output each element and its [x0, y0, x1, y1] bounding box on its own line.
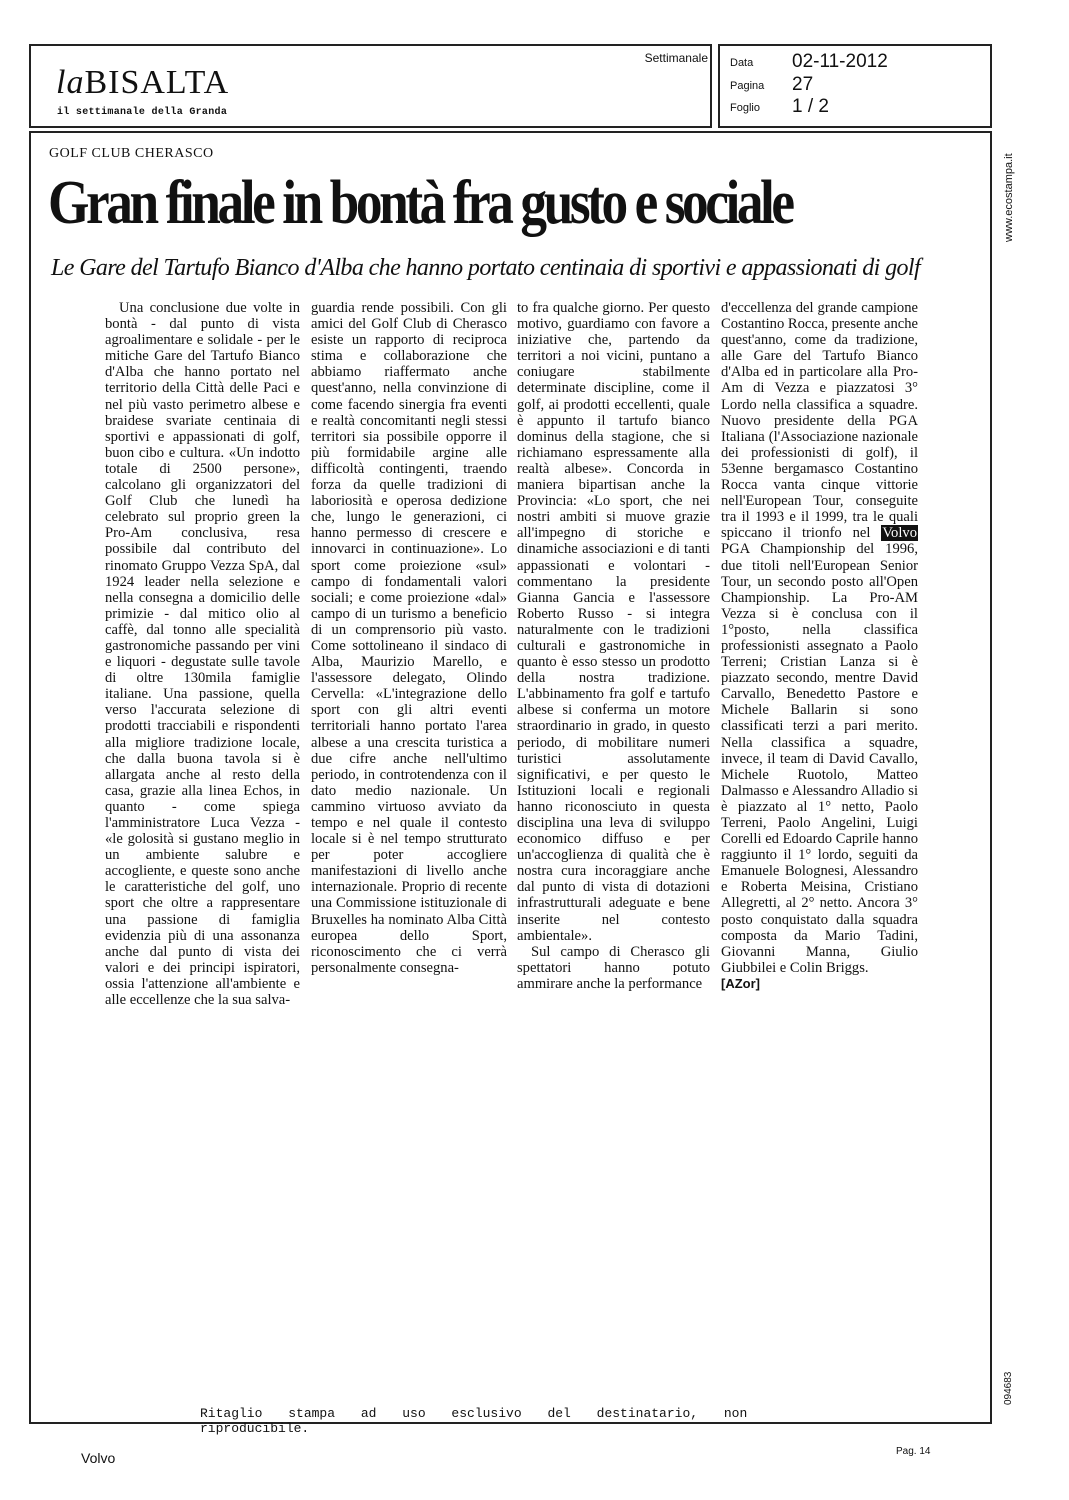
headline: Gran finale in bontà fra gusto e sociale: [48, 169, 792, 237]
article-column-4: [721, 300, 918, 992]
column-4-paragraph: [721, 300, 918, 976]
highlighted-keyword: Volvo: [882, 525, 917, 542]
side-website: www.ecostampa.it: [1003, 153, 1015, 242]
article-column-1: Una conclusione due volte in bontà - dal punto di vista agroalimentare e solidale - per le mitiche Gare del Tartufo Bianco d'Alba che hanno portato nel territorio della Città delle Paci e nel più vasto perimetro albese e braidese svariate centinaia di sportivi e appassionati di golf, buon cibo e cultura. «Un indotto totale di 2500 persone», calcolano gli organizzatori del Golf Club che lunedì ha celebrato sul proprio green la Pro-Am conclusiva, resa possibile dal contributo del rinomato Gruppo Vezza SpA, dal 1924 leader nella selezione e nella consegna a domicilio delle primizie - dal mitico olio al caffè, dal tonno alle specialità gastronomiche passando per vini e liquori - degustate sulle tavole di oltre 130mila famiglie italiane. Una passione, quella verso l'accurata selezione di prodotti tracciabili e rispondenti alla migliore tradizione locale, che dalla buona tavola si è allargata anche al resto della casa, grazie alla linea Echos, in quanto - come spiega l'amministratore Luca Vezza - «le golosità si gustano meglio in un ambiente salubre e accogliente, e queste sono anche le caratteristiche del golf, uno sport che oltre a rappresentare una passione di famiglia evidenzia più di una assonanza anche dal punto di vista dei valori e dei principi ispiratori, ossia l'attenzione all'ambiente e alle eccellenze che la sua salva-: [105, 300, 300, 1009]
column-4-text-b: PGA Championship del 1996, due titoli nell'European Senior Tour, un secondo posto all'Open Championship. La Pro-AM Vezza si è conclusa con il 1°posto, nella classifica professionisti assegnato a Paolo Terreni; Cristian Lanza si è piazzato secondo, mentre David Carvallo, Benedetto Pastore e Michele Ballarin si sono classificati terzi a pari merito. Nella classifica a squadre, invece, il team di David Cavallo, Michele Ruotolo, Matteo Dalmasso e Alessandro Alladio si è piazzato al 1° netto, Paolo Terreni, Paolo Angelini, Luigi Corelli ed Edoardo Caprile hanno raggiunto il 1° lordo, seguiti da Emanuele Bolognesi, Alessandro e Roberta Meisina, Cristiano Allegretti, al 2° netto. Ancora 3° posto conquistato dalla squadra composta da Mario Tadini, Giovanni Manna, Giulio Giubbilei e Colin Briggs.: [721, 541, 918, 976]
column-4-text-a: d'eccellenza del grande campione Costantino Rocca, presente anche quest'anno, come da tradizione, alle Gare del Tartufo Bianco d'Alba ed in particolare alla Pro-Am di Vezza e piazzatosi 3° Lordo nella classifica a squadre. Nuovo presidente della PGA Italiana (l'Associazione nazionale dei professionisti di golf), il 53enne bergamasco Costantino Rocca vanta cinque vittorie nell'European Tour, conseguite tra il 1993 e il 1999, tra le quali spiccano il trionfo nel: [721, 300, 918, 542]
logo-main: BISALTA: [84, 64, 230, 101]
section-label: GOLF CLUB CHERASCO: [49, 146, 214, 161]
meta-page-label: Pagina: [730, 80, 765, 92]
meta-sheet-label: Foglio: [730, 102, 760, 114]
logo-tagline: il settimanale della Granda: [57, 107, 228, 118]
subheadline: Le Gare del Tartufo Bianco d'Alba che hanno portato centinaia di sportivi e appassionati di golf: [51, 255, 921, 281]
side-code: 094683: [1003, 1371, 1014, 1405]
meta-page-value: 27: [792, 74, 814, 95]
meta-sheet-value: 1 / 2: [792, 96, 829, 117]
clipping-note: Ritaglio stampa ad uso esclusivo del destinatario, non riproducibile.: [200, 1406, 748, 1436]
footer-keyword: Volvo: [81, 1450, 116, 1466]
periodicity: Settimanale: [644, 51, 708, 65]
column-3-paragraph-1: to fra qualche giorno. Per questo motivo, guardiamo con favore a iniziative che, partendo da territori a noi vicini, puntano a coniugare stabilmente determinate discipline, come il golf, ai prodotti eccellenti, quale è appunto il tartufo bianco dominus della stagione, che si richiamano espressamente alla realtà albese». Concorda in maniera bipartisan anche la Provincia: «Lo sport, che nei nostri ambiti si muove grazie all'impegno di storiche e dinamiche associazioni e di tanti appassionati e volontari - commentano la presidente Gianna Gancia e l'assessore Roberto Russo - si integra naturalmente con le tradizioni culturali e gastronomiche in quanto è esso stesso un prodotto della nostra tradizione. L'abbinamento fra golf e tartufo albese si conferma un motore straordinario in grado, in questo periodo, di mobilitare numeri turistici assolutamente significativi, e per questo le Istituzioni locali e regionali hanno riconosciuto in questa disciplina una leva di sviluppo economico diffuso e per un'accoglienza di qualità che è nostra cura incoraggiare anche dal punto di vista di dotazioni infrastrutturali adeguate e bene inserite nel contesto ambientale».: [517, 300, 710, 944]
logo-prefix: la: [56, 64, 85, 101]
meta-date-value: 02-11-2012: [792, 51, 888, 72]
article-column-3: [517, 300, 710, 992]
author-signature: [AZor]: [721, 975, 760, 991]
article-column-2: guardia rende possibili. Con gli amici del Golf Club di Cherasco esiste un rapporto di reciproca stima e collaborazione che abbiamo riaffermato anche quest'anno, nella convinzione di come facendo sinergia fra eventi e realtà concomitanti negli stessi territori sia possibile opporre il più formidabile argine alle difficoltà contingenti, traendo forza da quelle tradizioni di laboriosità e operosa dedizione che, lungo le generazioni, ci hanno permesso di crescere e innovarci in continuazione». Lo sport come proiezione «sul» campo di fondamentali valori sociali; e come proiezione «dal» campo di un turismo a beneficio di un comprensorio più vasto. Come sottolineano il sindaco di Alba, Maurizio Marello, e l'assessore delegato, Olindo Cervella: «L'integrazione dello sport con gli altri eventi territoriali hanno portato l'area albese a una crescita turistica a due cifre anche nell'ultimo periodo, in controtendenza con il dato medio nazionale. Un cammino virtuoso avviato da tempo e nel quale il contesto locale si è nel tempo strutturato per poter accogliere manifestazioni di livello anche internazionale. Proprio di recente una Commissione istituzionale di Bruxelles ha nominato Alba Città europea dello Sport, riconoscimento che ci verrà personalmente consegna-: [311, 300, 507, 976]
newspaper-logo: [56, 66, 229, 100]
meta-date-label: Data: [730, 57, 754, 69]
column-3-paragraph-2: Sul campo di Cherasco gli spettatori hanno potuto ammirare anche la performance: [517, 943, 710, 992]
footer-page-number: Pag. 14: [896, 1446, 931, 1457]
